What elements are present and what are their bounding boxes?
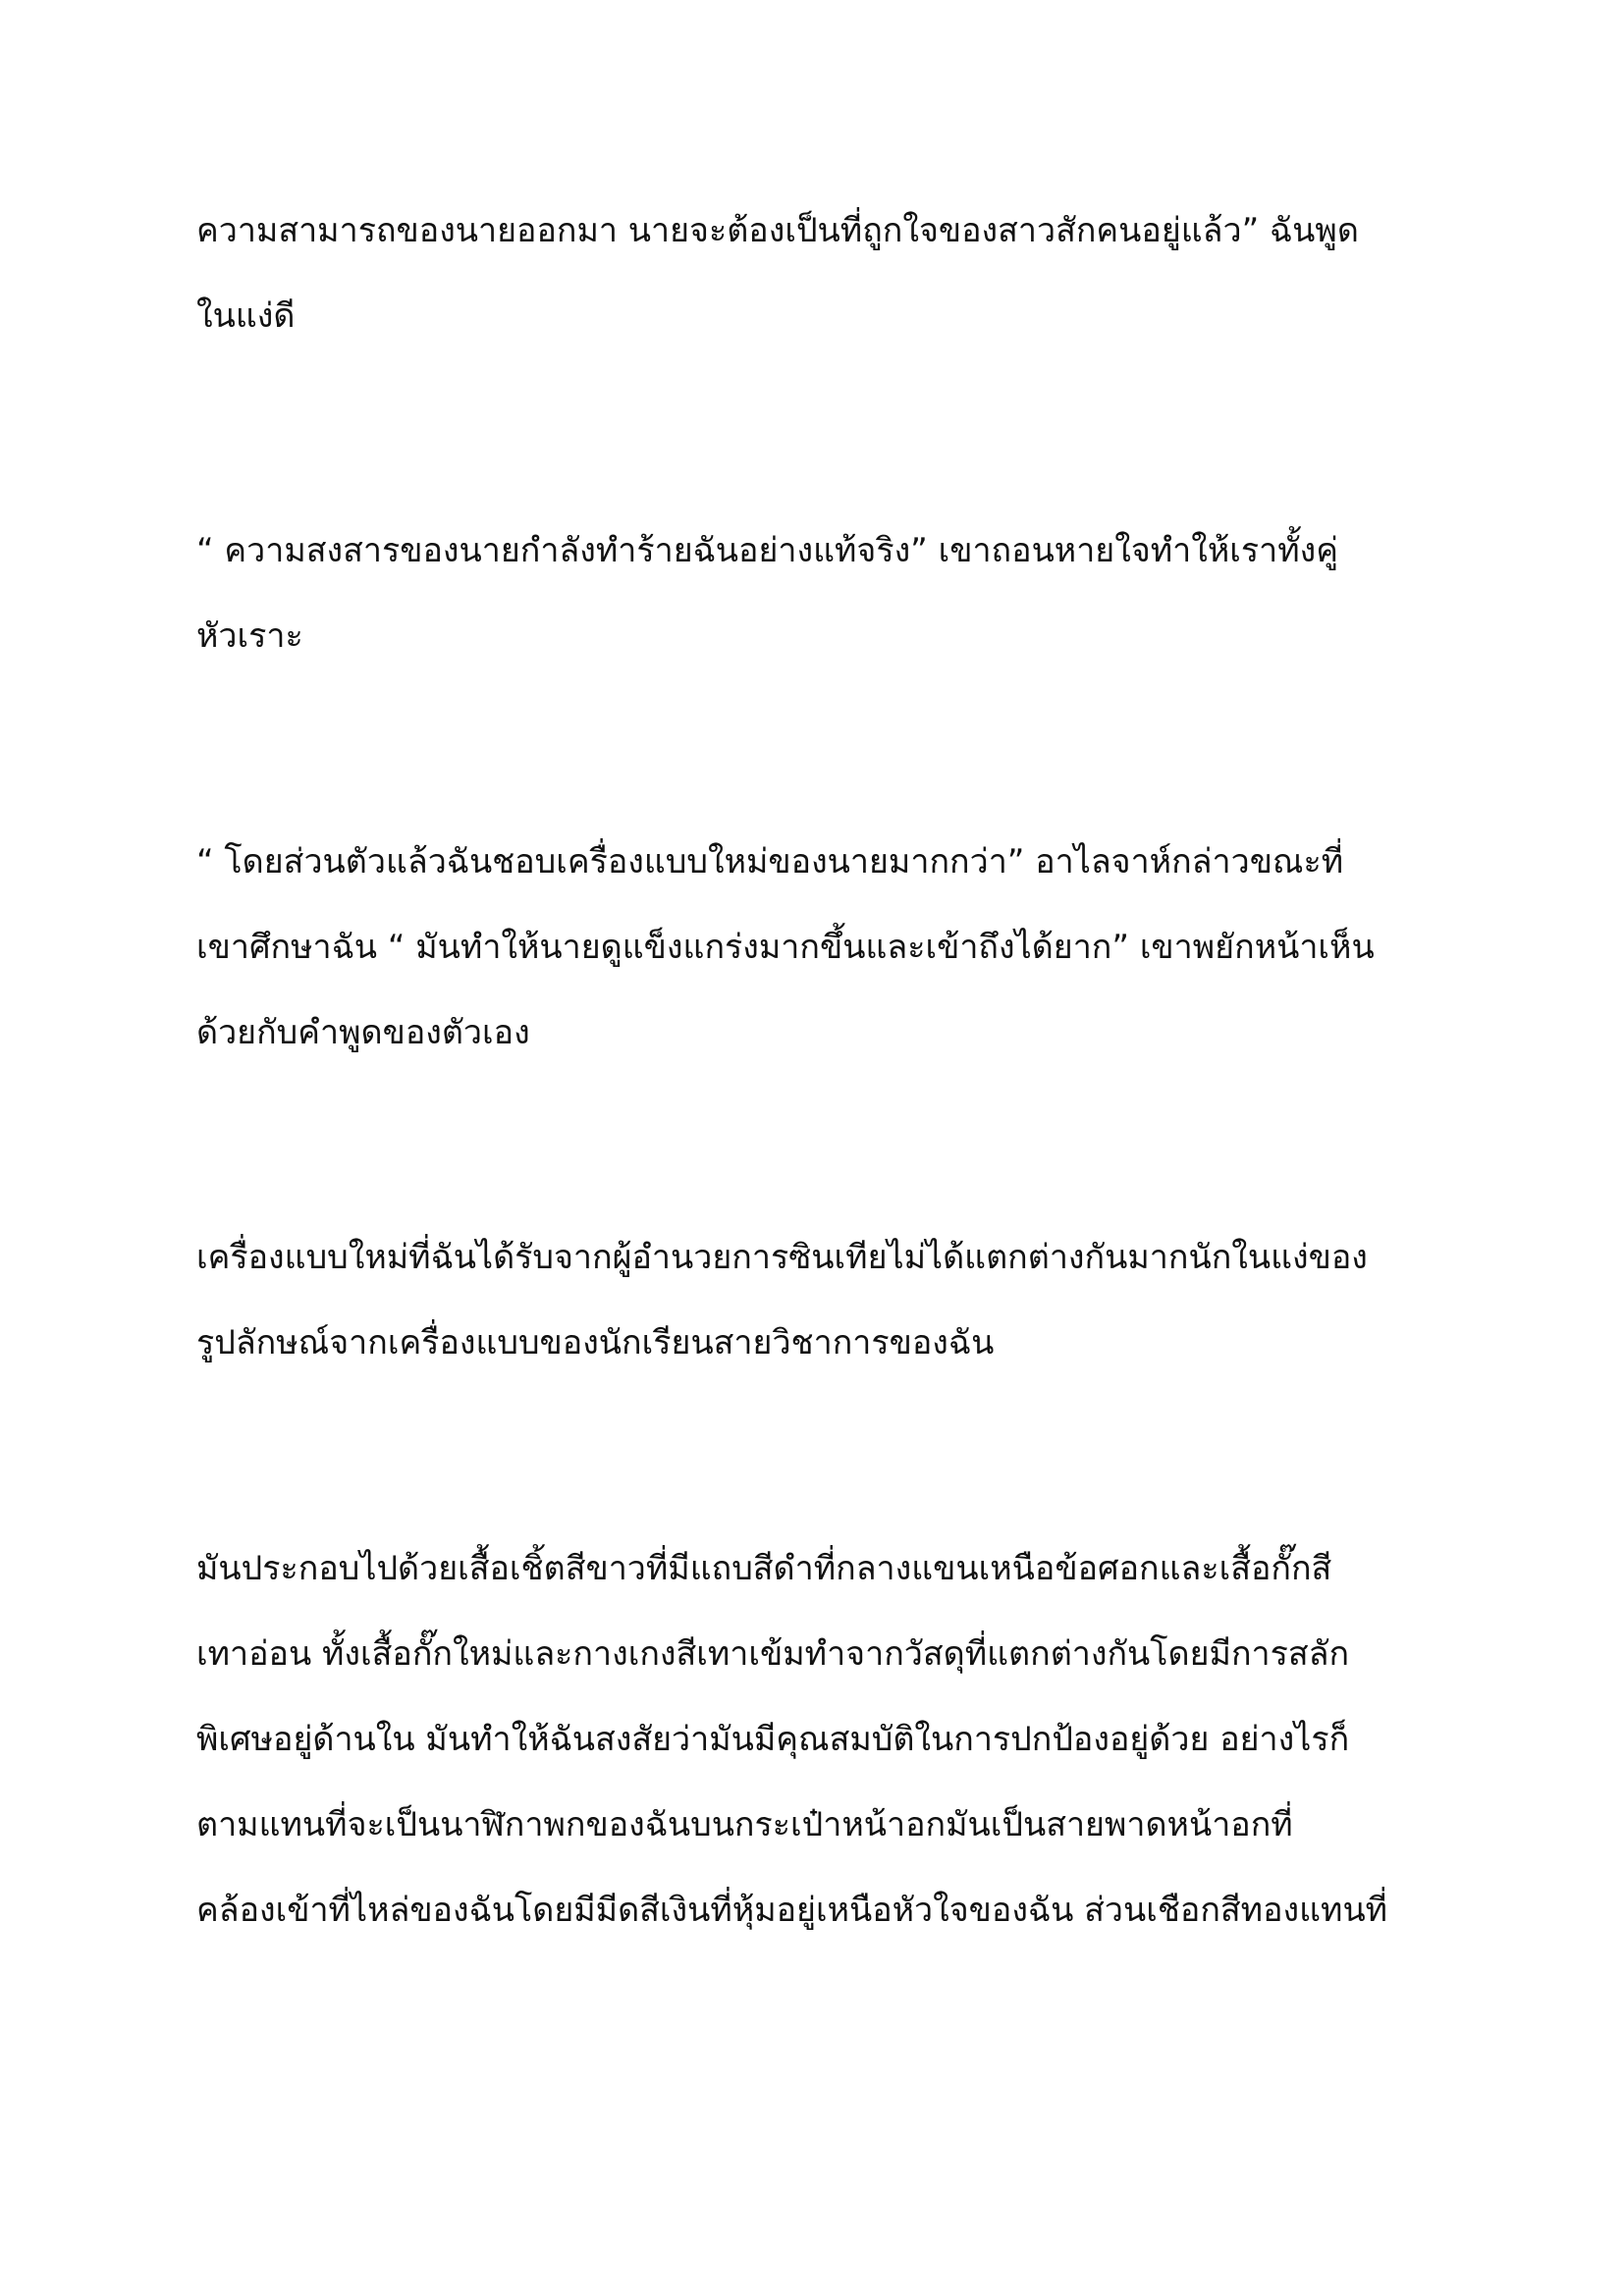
paragraph-1	[196, 188, 1443, 359]
text-line: ด้วยกับคำพูดของตัวเอง	[196, 1013, 530, 1052]
text-line: เขาศึกษาฉัน “ มันทำให้นายดูแข็งแกร่งมากขึ้นและเข้าถึงได้ยาก” เขาพยักหน้าเห็น	[196, 928, 1375, 967]
text-line: ตามแทนที่จะเป็นนาฬิกาพกของฉันบนกระเป๋าหน้าอกมันเป็นสายพาดหน้าอกที่	[196, 1805, 1293, 1844]
text-line: เทาอ่อน ทั้งเสื้อกั๊กใหม่และกางเกงสีเทาเข้มทำจากวัสดุที่แตกต่างกันโดยมีการสลัก	[196, 1634, 1350, 1674]
text-line: ในแง่ดี	[196, 296, 296, 336]
text-line: มันประกอบไปด้วยเสื้อเชิ้ตสีขาวที่มีแถบสีดำที่กลางแขนเหนือข้อศอกและเสื้อกั๊กสี	[196, 1549, 1332, 1588]
text-line: “ โดยส่วนตัวแล้วฉันชอบเครื่องแบบใหม่ของนายมากกว่า” อาไลจาห์กล่าวขณะที่	[196, 842, 1344, 881]
text-line: พิเศษอยู่ด้านใน มันทำให้ฉันสงสัยว่ามันมีคุณสมบัติในการปกป้องอยู่ด้วย อย่างไรก็	[196, 1720, 1350, 1759]
paragraph-4	[196, 1215, 1443, 1386]
paragraph-2	[196, 508, 1443, 679]
text-line: เครื่องแบบใหม่ที่ฉันได้รับจากผู้อำนวยการซินเทียไม่ได้แตกต่างกันมากนักในแง่ของ	[196, 1238, 1368, 1277]
text-line: “ ความสงสารของนายกำลังทำร้ายฉันอย่างแท้จริง” เขาถอนหายใจทำให้เราทั้งคู่	[196, 531, 1339, 570]
text-line: คล้องเข้าที่ไหล่ของฉันโดยมีมีดสีเงินที่หุ้มอยู่เหนือหัวใจของฉัน ส่วนเชือกสีทองแทนที่	[196, 1891, 1388, 1930]
text-line: รูปลักษณ์จากเครื่องแบบของนักเรียนสายวิชาการของฉัน	[196, 1323, 995, 1362]
text-line: หัวเราะ	[196, 616, 303, 656]
paragraph-3	[196, 820, 1443, 1076]
paragraph-5	[196, 1526, 1443, 1953]
text-line: ความสามารถของนายออกมา นายจะต้องเป็นที่ถูกใจของสาวสักคนอยู่แล้ว” ฉันพูด	[196, 211, 1359, 250]
